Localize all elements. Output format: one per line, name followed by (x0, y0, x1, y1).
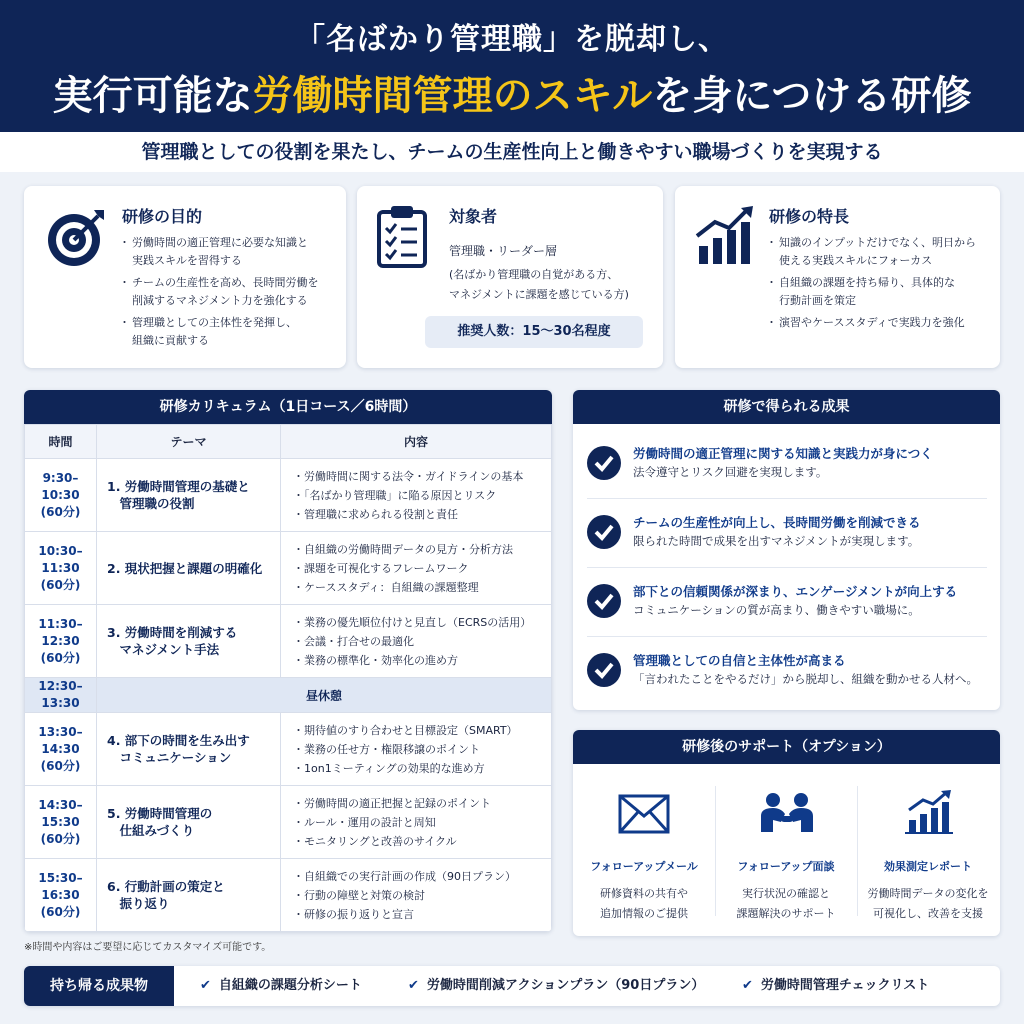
mail-icon (618, 794, 670, 838)
table-row (25, 532, 552, 605)
list-item: ・ チームの生産性を高め、長時間労働を 削減するマネジメント力を強化する (122, 274, 337, 310)
table-row (25, 713, 552, 786)
list-item: ・ 管理職としての主体性を発揮し、 組織に貢献する (122, 314, 337, 350)
deliverable-item (742, 966, 929, 1006)
support-item-name: フォローアップメール (590, 860, 698, 873)
result-desc: 「言われたことをやるだけ」から脱却し、組織を動かせる人材へ。 (633, 672, 978, 686)
target-line1: 管理職・リーダー層 (449, 244, 558, 258)
row-theme: 4. 部下の時間を生み出す コミュニケーション (97, 713, 281, 786)
purpose-card (24, 186, 346, 368)
column-header-time: 時間 (25, 425, 97, 459)
content-item: ・自組織での実行計画の作成（90日プラン） (293, 869, 516, 883)
divider (587, 636, 987, 637)
target-line3: マネジメントに課題を感じている方) (449, 288, 629, 301)
deliverables-label: 持ち帰る成果物 (24, 966, 174, 1006)
curriculum-title: 研修カリキュラム（1日コース／6時間） (24, 390, 552, 424)
check-circle-icon (587, 653, 621, 687)
result-desc: コミュニケーションの質が高まり、働きやすい職場に。 (633, 603, 920, 617)
column-header-theme: テーマ (97, 425, 281, 459)
content-item: ・業務の標準化・効率化の進め方 (293, 653, 458, 667)
report-icon (905, 790, 953, 840)
row-content (281, 713, 552, 786)
support-item-mail (573, 780, 715, 922)
result-desc: 法令遵守とリスク回避を実現します。 (633, 465, 828, 479)
list-item: ・ 演習やケーススタディで実践力を強化 (769, 314, 991, 332)
deliverable-label: 労働時間削減アクションプラン（90日プラン） (426, 978, 705, 993)
divider (587, 498, 987, 499)
content-item: ・研修の振り返りと宣言 (293, 907, 414, 921)
row-content (281, 459, 552, 532)
curriculum-table (24, 424, 552, 932)
list-item: ・ 知識のインプットだけでなく、明日から 使える実践スキルにフォーカス (769, 234, 991, 270)
check-circle-icon (587, 515, 621, 549)
support-item-name: 効果測定レポート (884, 860, 972, 873)
customization-note: ※時間や内容はご要望に応じてカスタマイズ可能です。 (24, 942, 272, 953)
header-title-line1: 「名ばかり管理職」を脱却し、 (295, 22, 729, 57)
growth-chart-icon (695, 206, 755, 266)
divider (587, 567, 987, 568)
support-title: 研修後のサポート（オプション） (573, 730, 1000, 764)
deliverable-label: 自組織の課題分析シート (218, 978, 362, 993)
support-panel (573, 730, 1000, 936)
content-item: ・1on1ミーティングの効果的な進め方 (293, 761, 485, 775)
support-item-meeting (715, 780, 857, 922)
check-icon: ✔ (200, 978, 211, 993)
target-line2: (名ばかり管理職の自覚がある方、 (449, 268, 619, 281)
row-time: 13:30– 14:30 (60分) (25, 713, 97, 786)
header-title-pre: 実行可能な (52, 73, 253, 119)
header-title-highlight: 労働時間管理のスキル (252, 73, 653, 119)
content-item: ・業務の優先順位付けと見直し（ECRSの活用） (293, 615, 532, 629)
target-title: 対象者 (449, 207, 498, 226)
support-item-desc: 労働時間データの変化を 可視化し、改善を支援 (867, 887, 989, 920)
header-title-post: を身につける研修 (652, 73, 972, 119)
results-title: 研修で得られる成果 (573, 390, 1000, 424)
row-theme: 1. 労働時間管理の基礎と 管理職の役割 (97, 459, 281, 532)
lunch-break-label: 昼休憩 (97, 678, 552, 713)
content-item: ・モニタリングと改善のサイクル (293, 834, 457, 848)
deliverable-label: 労働時間管理チェックリスト (760, 978, 930, 993)
table-row (25, 605, 552, 678)
check-icon: ✔ (408, 978, 419, 993)
deliverable-item (408, 966, 704, 1006)
list-item: ・ 自組織の課題を持ち帰り、具体的な 行動計画を策定 (769, 274, 991, 310)
content-item: ・管理職に求められる役割と責任 (293, 507, 458, 521)
support-item-desc: 実行状況の確認と 課題解決のサポート (736, 887, 836, 920)
result-title: チームの生産性が向上し、長時間労働を削減できる (633, 515, 921, 530)
content-item: ・「名ばかり管理職」に陥る原因とリスク (293, 488, 497, 502)
features-list (769, 234, 991, 336)
column-header-content: 内容 (281, 425, 552, 459)
header-title-line2 (0, 64, 1024, 121)
check-circle-icon (587, 446, 621, 480)
purpose-list (122, 234, 337, 354)
check-icon: ✔ (742, 978, 753, 993)
table-row-break (25, 678, 552, 713)
target-icon (44, 206, 108, 270)
content-item: ・ルール・運用の設計と周知 (293, 815, 436, 829)
table-row (25, 859, 552, 932)
row-time: 11:30– 12:30 (60分) (25, 605, 97, 678)
content-item: ・行動の障壁と対策の検討 (293, 888, 425, 902)
content-item: ・会議・打合せの最適化 (293, 634, 414, 648)
row-content (281, 605, 552, 678)
row-time: 9:30– 10:30 (60分) (25, 459, 97, 532)
content-item: ・業務の任せ方・権限移譲のポイント (293, 742, 480, 756)
content-item: ・期待値のすり合わせと目標設定（SMART） (293, 723, 518, 737)
row-time: 12:30– 13:30 (25, 678, 97, 713)
deliverable-item (200, 966, 362, 1006)
results-panel (573, 390, 1000, 710)
row-content (281, 786, 552, 859)
features-card (675, 186, 1000, 368)
list-item: ・ 労働時間の適正管理に必要な知識と 実践スキルを習得する (122, 234, 337, 270)
row-theme: 3. 労働時間を削減する マネジメント手法 (97, 605, 281, 678)
check-circle-icon (587, 584, 621, 618)
deliverables-bar (24, 966, 1000, 1006)
row-time: 14:30– 15:30 (60分) (25, 786, 97, 859)
row-theme: 2. 現状把握と課題の明確化 (97, 532, 281, 605)
meeting-icon (759, 792, 815, 838)
content-item: ・労働時間の適正把握と記録のポイント (293, 796, 491, 810)
table-row (25, 459, 552, 532)
purpose-title: 研修の目的 (122, 207, 203, 226)
target-card (357, 186, 663, 368)
row-theme: 6. 行動計画の策定と 振り返り (97, 859, 281, 932)
recommended-count-badge: 推奨人数：15〜30名程度 (425, 316, 643, 348)
support-item-name: フォローアップ面談 (737, 860, 835, 873)
features-title: 研修の特長 (769, 207, 850, 226)
row-time: 15:30– 16:30 (60分) (25, 859, 97, 932)
result-title: 部下との信頼関係が深まり、エンゲージメントが向上する (633, 584, 958, 599)
content-item: ・自組織の労働時間データの見方・分析方法 (293, 542, 513, 556)
content-item: ・労働時間に関する法令・ガイドラインの基本 (293, 469, 524, 483)
content-item: ・ケーススタディ：自組織の課題整理 (293, 580, 479, 594)
table-row (25, 786, 552, 859)
curriculum-table-panel (24, 390, 552, 932)
row-theme: 5. 労働時間管理の 仕組みづくり (97, 786, 281, 859)
result-desc: 限られた時間で成果を出すマネジメントが実現します。 (633, 534, 920, 548)
page-subtitle: 管理職としての役割を果たし、チームの生産性向上と働きやすい職場づくりを実現する (0, 132, 1024, 172)
row-time: 10:30– 11:30 (60分) (25, 532, 97, 605)
support-item-desc: 研修資料の共有や 追加情報のご提供 (600, 887, 688, 920)
support-item-report (857, 780, 999, 922)
result-title: 労働時間の適正管理に関する知識と実践力が身につく (633, 446, 933, 461)
content-item: ・課題を可視化するフレームワーク (293, 561, 469, 575)
row-content (281, 532, 552, 605)
row-content (281, 859, 552, 932)
clipboard-icon (375, 204, 431, 268)
page-header (0, 0, 1024, 132)
result-title: 管理職としての自信と主体性が高まる (633, 653, 846, 668)
